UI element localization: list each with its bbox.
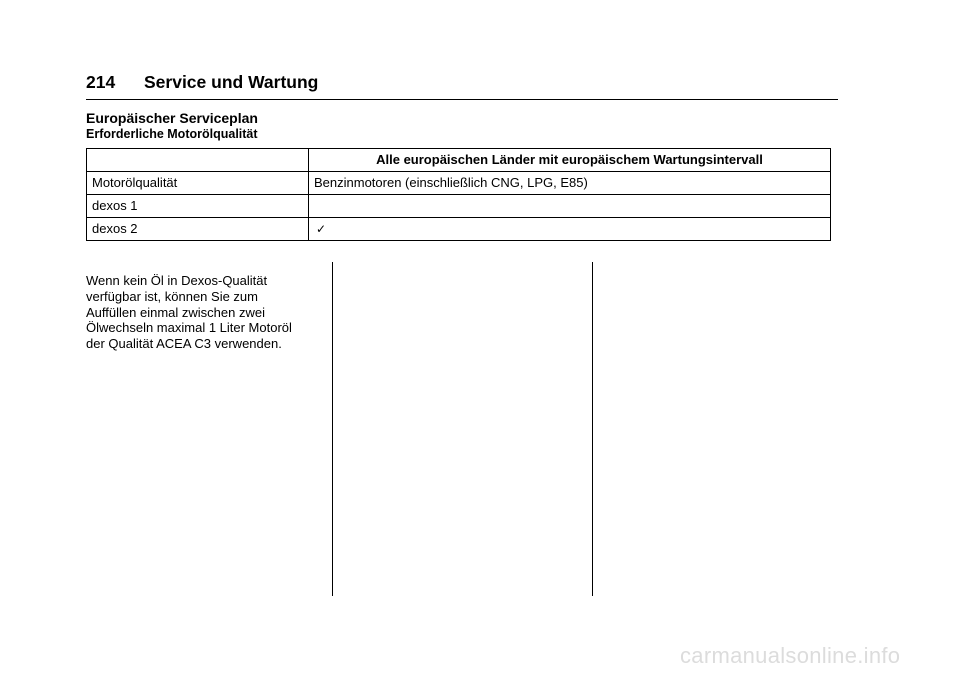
column-divider (332, 262, 333, 596)
body-line: Ölwechseln maximal 1 Liter Motoröl (86, 320, 292, 336)
table-cell-label: Motorölqualität (87, 172, 309, 195)
table-cell-label: dexos 2 (87, 218, 309, 241)
subsection-title: Erforderliche Motorölqualität (86, 127, 258, 141)
table-row (87, 172, 831, 195)
table-cell-value (309, 195, 831, 218)
body-line: der Qualität ACEA C3 verwenden. (86, 336, 282, 352)
body-line: Auffüllen einmal zwischen zwei (86, 304, 265, 320)
table-cell-engine-type: Benzinmotoren (einschließlich CNG, LPG, E85) (309, 172, 831, 195)
chapter-title: Service und Wartung (144, 72, 319, 92)
table-cell-label: dexos 1 (87, 195, 309, 218)
body-line: verfügbar ist, können Sie zum (86, 288, 258, 304)
table-row (87, 218, 831, 241)
section-title: Europäischer Serviceplan (86, 110, 258, 126)
oil-quality-table (86, 148, 831, 241)
table-row (87, 195, 831, 218)
body-paragraph (86, 273, 331, 352)
header-rule (86, 99, 838, 100)
table-cell-value (309, 218, 831, 241)
watermark: carmanualsonline.info (680, 643, 901, 668)
check-mark-icon: ✓ (316, 222, 327, 236)
page-header (86, 70, 318, 94)
page-number: 214 (86, 72, 116, 92)
body-line: Wenn kein Öl in Dexos-Qualität (86, 273, 268, 288)
table-header-cell-empty (87, 149, 309, 172)
column-divider (592, 262, 593, 596)
table-header-cell-region: Alle europäischen Länder mit europäischem Wartungsintervall (309, 149, 831, 172)
table-header-row (87, 149, 831, 172)
